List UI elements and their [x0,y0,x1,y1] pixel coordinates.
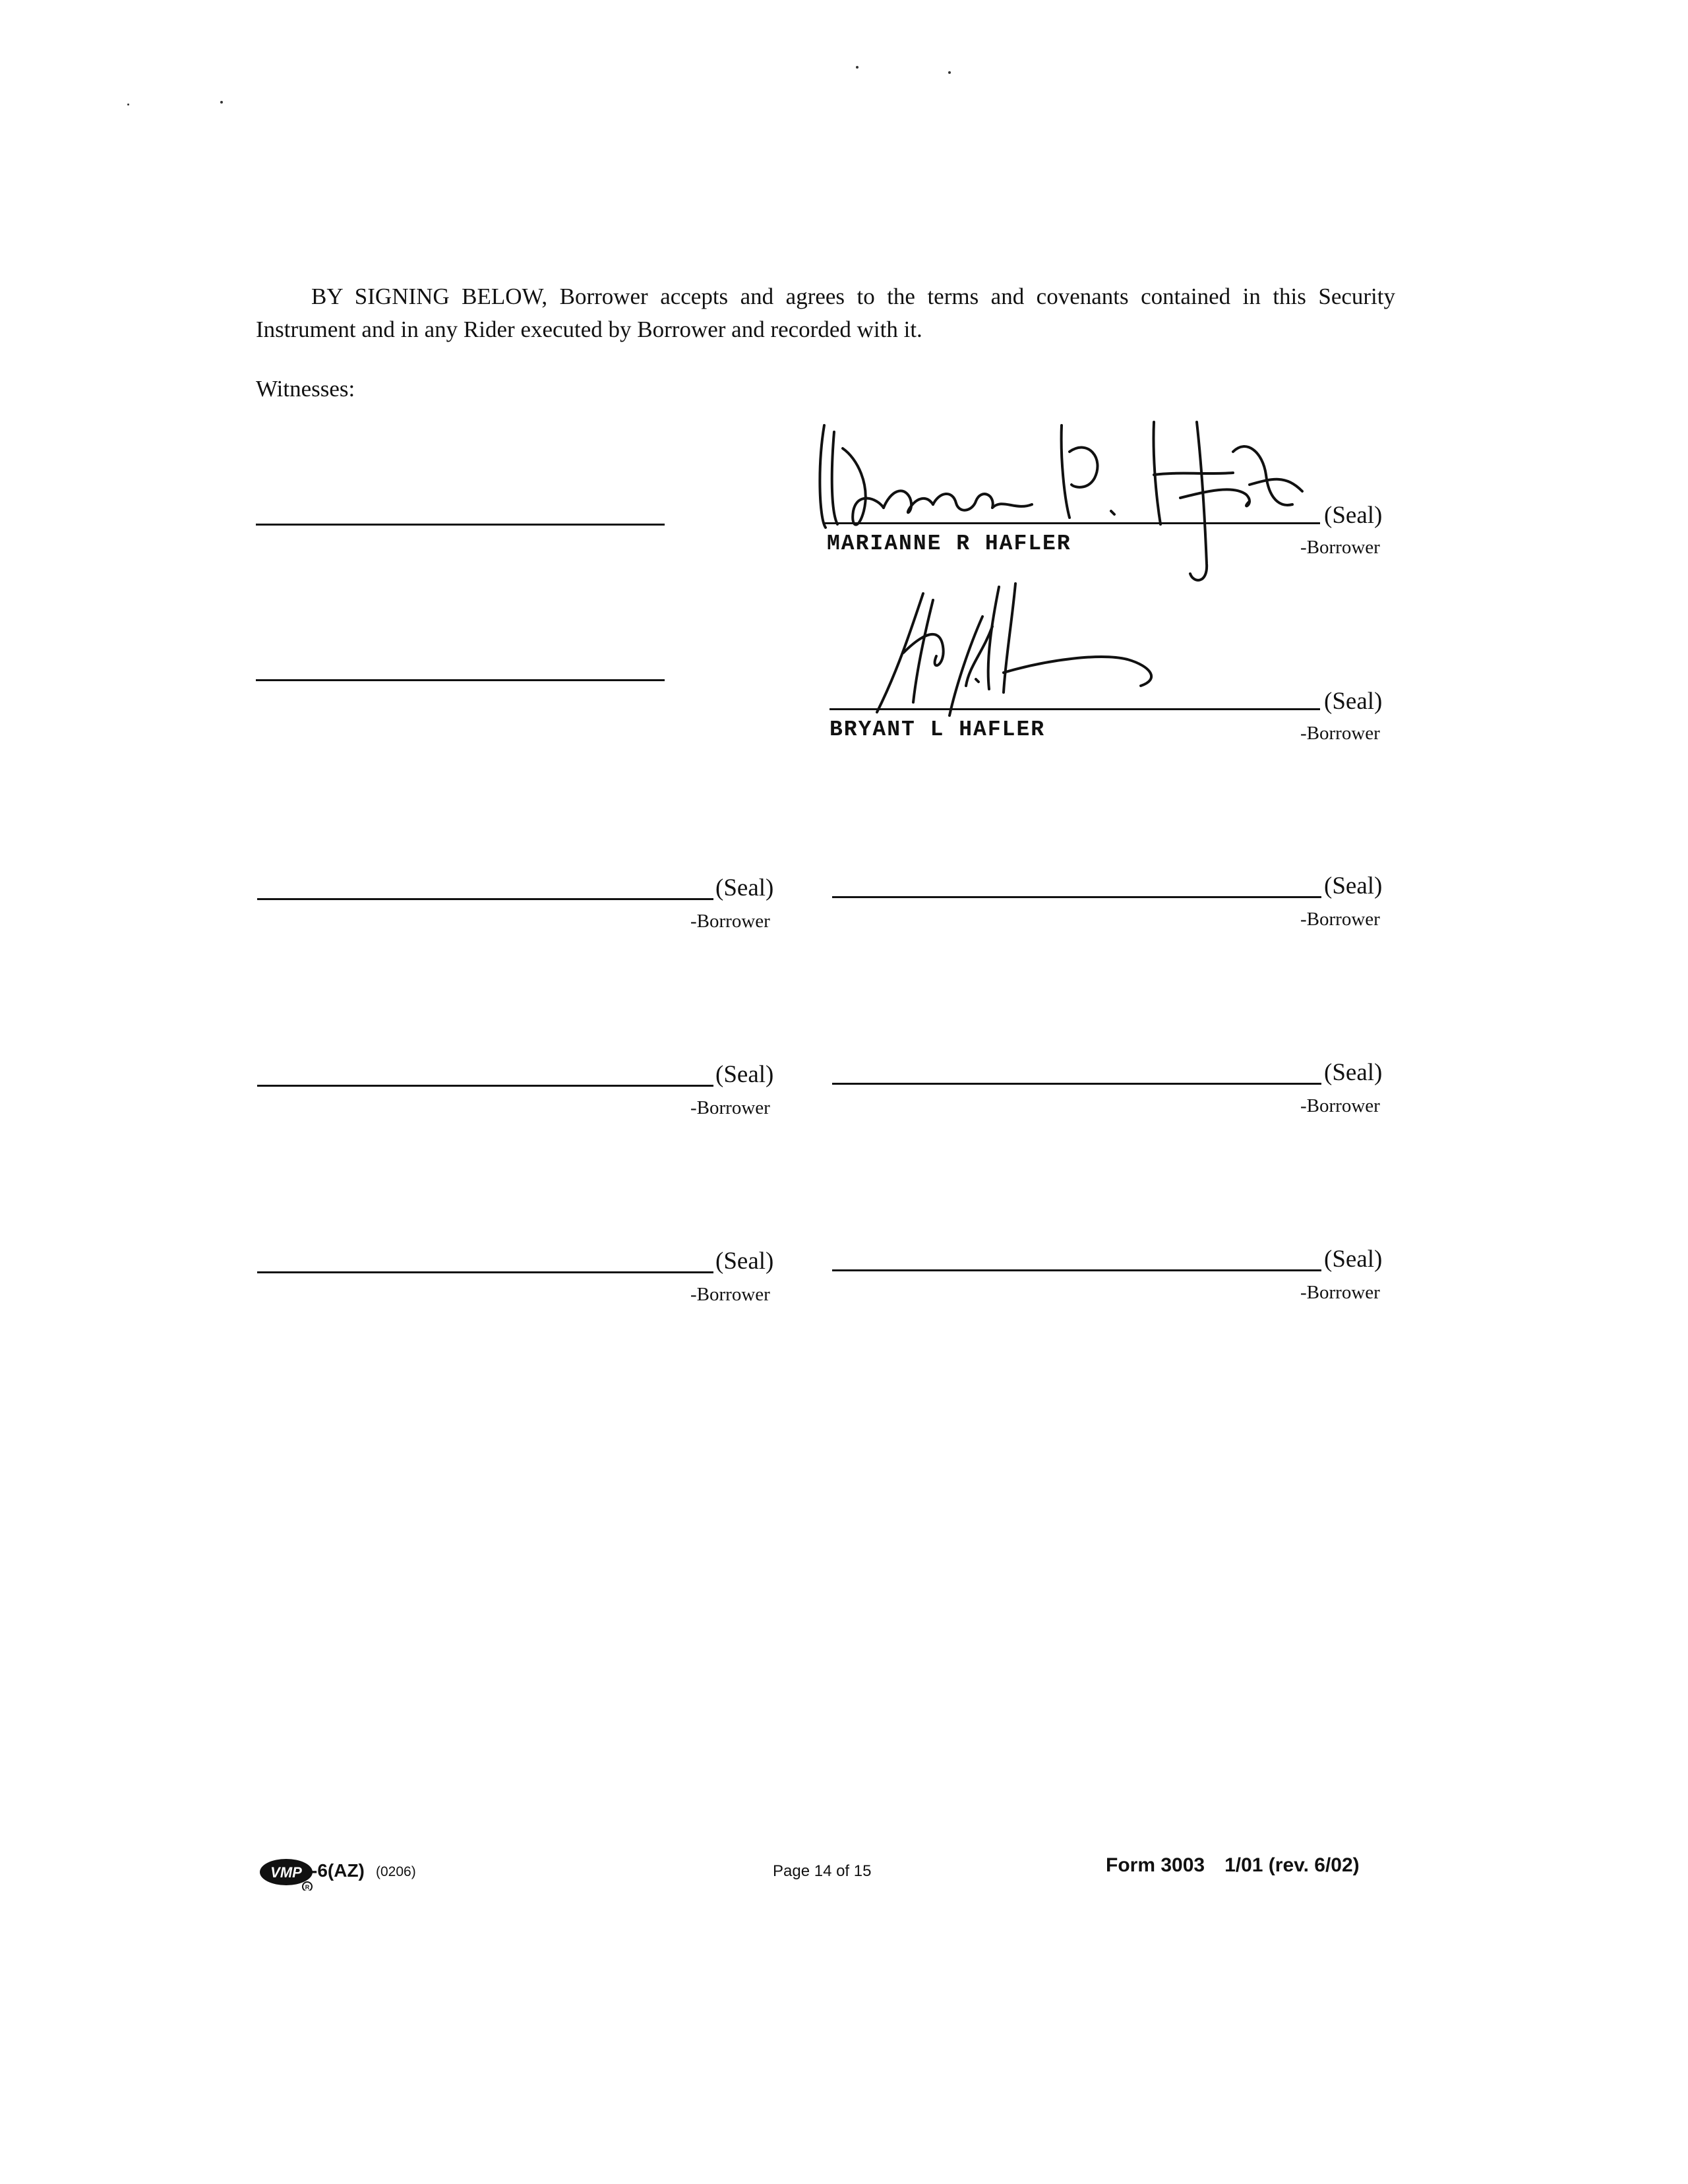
seal-label: (Seal) [1324,872,1383,899]
seal-label: (Seal) [715,874,774,901]
blank-borrower-line[interactable] [832,896,1321,898]
svg-text:R: R [305,1884,310,1891]
seal-label: (Seal) [1324,502,1383,529]
borrower-signature-bryant [851,574,1220,725]
seal-label: (Seal) [1324,688,1383,715]
form-number-text: Form 3003 [1106,1854,1205,1876]
witnesses-label: Witnesses: [256,376,355,402]
signing-statement-lead: BY SIGNING BELOW, [311,284,548,309]
form-number [1106,1854,1360,1877]
blank-borrower-line[interactable] [832,1083,1321,1085]
blank-borrower-line[interactable] [257,1085,713,1087]
borrower-role-label: -Borrower [1300,909,1380,930]
scan-speck [856,66,859,69]
seal-label: (Seal) [1324,1246,1383,1273]
signing-statement [256,280,1395,346]
borrower-role-label: -Borrower [1300,537,1380,558]
borrower-role-label: -Borrower [1300,1282,1380,1303]
borrower-role-label: -Borrower [1300,723,1380,744]
form-code: -6(AZ) [311,1860,365,1881]
borrower-name-1: MARIANNE R HAFLER [827,531,1071,556]
borrower-name-2: BRYANT L HAFLER [829,717,1046,742]
seal-label: (Seal) [715,1061,774,1088]
vmp-logo-icon [258,1856,314,1891]
blank-borrower-line[interactable] [257,1271,713,1273]
footer-form-id [258,1856,456,1896]
form-date-text: 1/01 (rev. 6/02) [1224,1854,1360,1876]
borrower-role-label: -Borrower [690,1097,770,1118]
borrower-role-label: -Borrower [1300,1095,1380,1116]
witness-signature-line-2[interactable] [256,679,665,681]
scan-speck [220,101,223,104]
form-revision-code: (0206) [376,1864,416,1879]
svg-text:VMP: VMP [270,1864,302,1881]
witness-signature-line-1[interactable] [256,524,665,526]
blank-borrower-line[interactable] [257,898,713,900]
page-number: Page 14 of 15 [773,1862,872,1880]
seal-label: (Seal) [715,1248,774,1275]
borrower-signature-marianne [811,412,1325,590]
borrower-role-label: -Borrower [690,1284,770,1305]
scan-speck [127,104,129,106]
seal-label: (Seal) [1324,1059,1383,1086]
borrower-role-label: -Borrower [690,911,770,932]
borrower-signature-line-2[interactable] [829,708,1320,710]
signing-statement-text: Borrower accepts and agrees to the terms and covenants contained in this Security Instrument and in any Rider executed by Borrower and recorded with it. [256,284,1396,342]
scan-speck [948,71,951,74]
blank-borrower-line[interactable] [832,1269,1321,1271]
borrower-signature-line-1[interactable] [823,522,1320,524]
